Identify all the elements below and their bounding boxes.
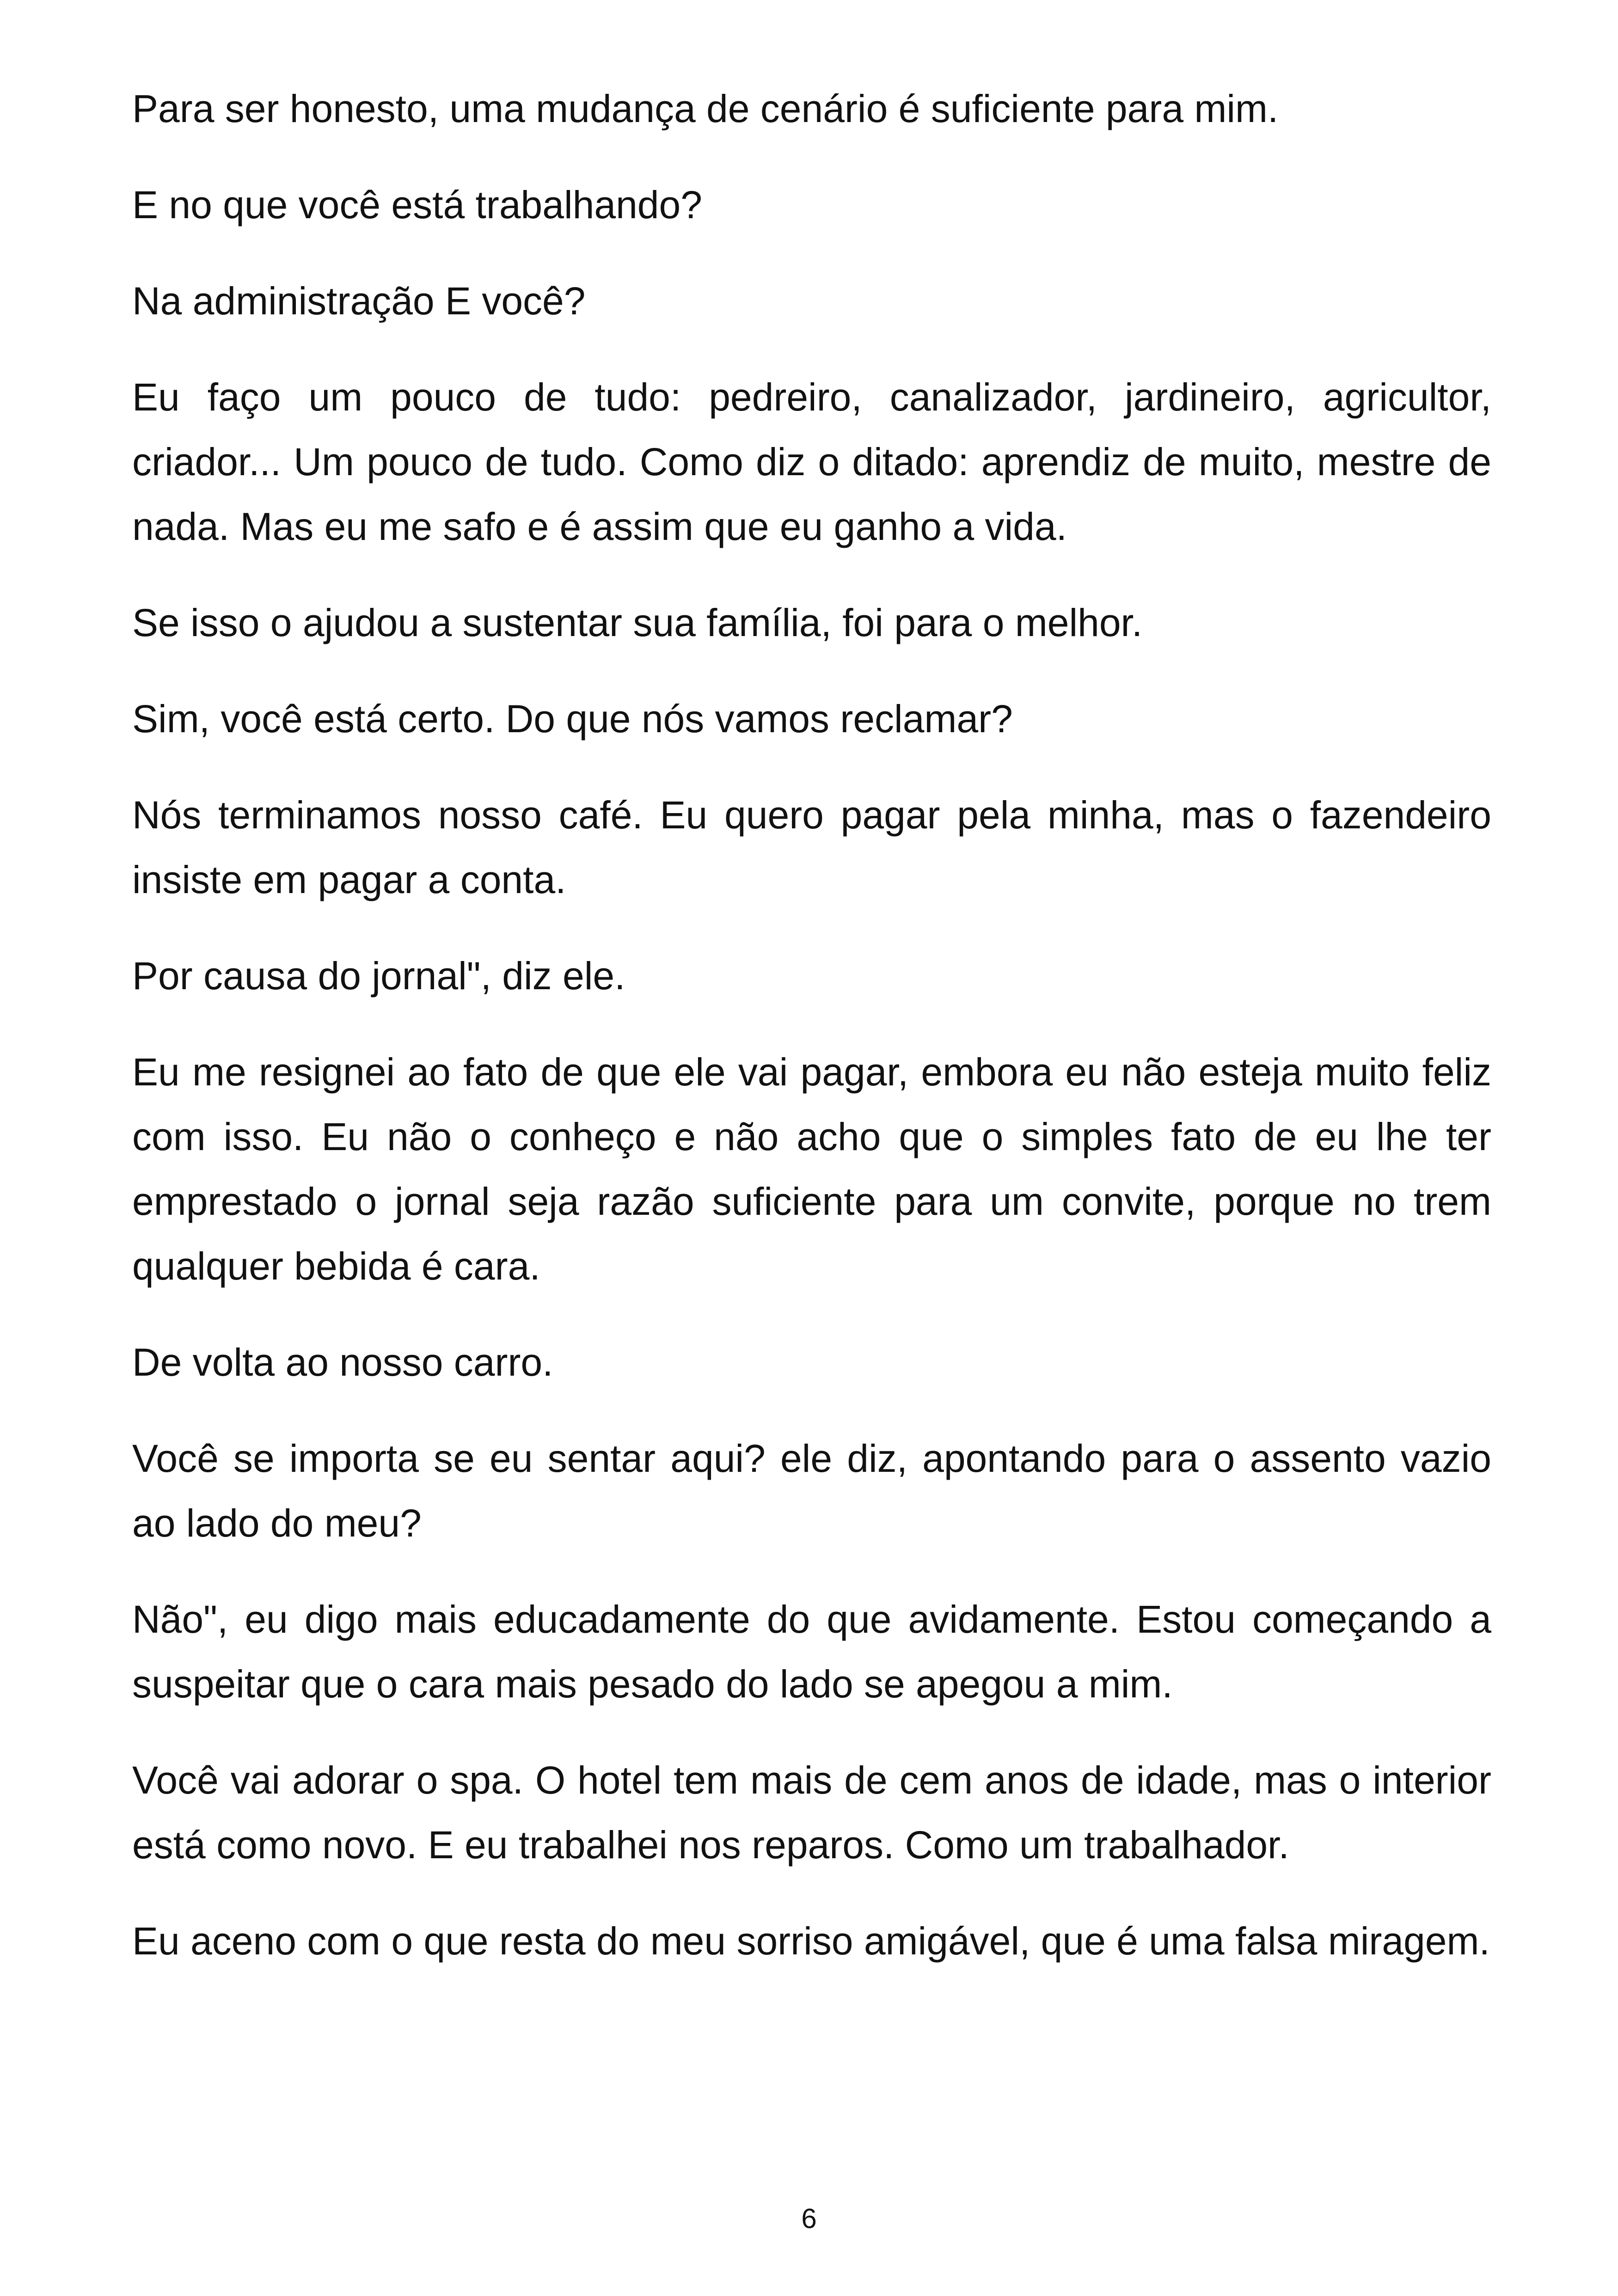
paragraph: Não", eu digo mais educadamente do que avidamente. Estou começando a suspeitar que o cara mais pesado do lado se apegou a mim. (132, 1598, 1491, 1706)
paragraph: E no que você está trabalhando? (132, 183, 702, 227)
paragraph: Para ser honesto, uma mudança de cenário é suficiente para mim. (132, 87, 1279, 130)
paragraph: Nós terminamos nosso café. Eu quero pagar pela minha, mas o fazendeiro insiste em pagar a conta. (132, 793, 1491, 901)
paragraph: Eu aceno com o que resta do meu sorriso amigável, que é uma falsa miragem. (132, 1919, 1490, 1963)
paragraph: Eu me resignei ao fato de que ele vai pagar, embora eu não esteja muito feliz com isso. Eu não o conheço e não acho que o simples fato de eu lhe ter emprestado o jornal seja razão suficiente para um convite, porque no trem qualquer bebida é cara. (132, 1050, 1491, 1288)
paragraph: Você vai adorar o spa. O hotel tem mais de cem anos de idade, mas o interior está como novo. E eu trabalhei nos reparos. Como um trabalhador. (132, 1758, 1491, 1867)
body-text (132, 76, 1491, 2005)
paragraph: Se isso o ajudou a sustentar sua família, foi para o melhor. (132, 601, 1143, 644)
paragraph: Você se importa se eu sentar aqui? ele diz, apontando para o assento vazio ao lado do meu? (132, 1437, 1491, 1545)
paragraph: Eu faço um pouco de tudo: pedreiro, canalizador, jardineiro, agricultor, criador... Um pouco de tudo. Como diz o ditado: aprendiz de muito, mestre de nada. Mas eu me safo e é assim que eu ganho a vida. (132, 375, 1491, 548)
paragraph: Na administração E você? (132, 279, 586, 323)
page-number: 6 (801, 2203, 817, 2234)
paragraph: De volta ao nosso carro. (132, 1341, 553, 1384)
paragraph: Por causa do jornal", diz ele. (132, 954, 625, 998)
paragraph: Sim, você está certo. Do que nós vamos reclamar? (132, 697, 1013, 741)
